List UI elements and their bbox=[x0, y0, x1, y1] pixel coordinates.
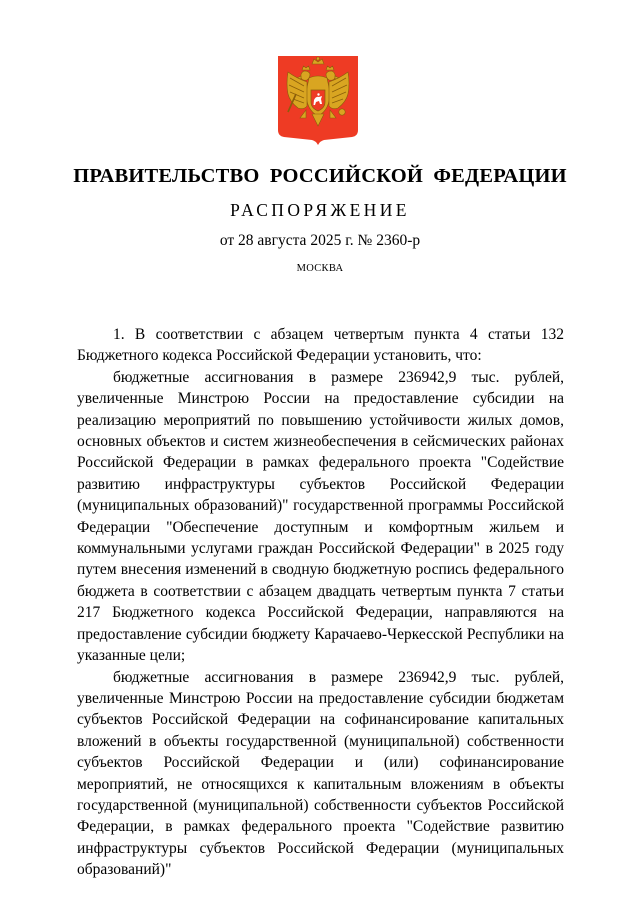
document-body bbox=[77, 324, 564, 881]
paragraph-3: бюджетные ассигнования в размере 236942,9 тыс. рублей, увеличенные Минстрою России на предоставление субсидии бюджетам субъектов Российской Федерации на софинансирование капитальных вложений в объекты государственной (муниципальной) собственности субъектов Российской Федерации и (или) софинансирование мероприятий, не относящихся к капитальным вложениям в объекты государственной (муниципальной) собственности субъектов Российской Федерации, в рамках федерального проекта "Содействие развитию инфраструктуры субъектов Российской Федерации (муниципальных образований)" bbox=[77, 668, 564, 879]
paragraph-2: бюджетные ассигнования в размере 236942,9 тыс. рублей, увеличенные Минстрою России на предоставление субсидии на реализацию мероприятий по повышению устойчивости жилых домов, основных объектов и систем жизнеобеспечения в сейсмических районах Российской Федерации в рамках федерального проекта "Содействие развитию инфраструктуры субъектов Российской Федерации (муниципальных образований)" государственной программы Российской Федерации "Обеспечение доступным и комфортным жильем и коммунальными услугами граждан Российской Федерации" в 2025 году путем внесения изменений в сводную бюджетную роспись федерального бюджета в соответствии с абзацем двадцать четвертым пункта 7 статьи 217 Бюджетного кодекса Российской Федерации, направляются на предоставление субсидии бюджету Карачаево-Черкесской Республики на указанные цели; bbox=[77, 368, 564, 665]
government-title: ПРАВИТЕЛЬСТВО РОССИЙСКОЙ ФЕДЕРАЦИИ bbox=[73, 165, 567, 187]
coat-of-arms-emblem bbox=[276, 56, 360, 145]
document-date-number: от 28 августа 2025 г. № 2360-р bbox=[219, 232, 421, 249]
document-type: РАСПОРЯЖЕНИЕ bbox=[230, 200, 410, 220]
document-city: МОСКВА bbox=[296, 263, 344, 274]
russian-coat-of-arms-icon bbox=[276, 56, 360, 145]
paragraph-1: 1. В соответствии с абзацем четвертым пункта 4 статьи 132 Бюджетного кодекса Российской Федерации установить, что: bbox=[77, 326, 564, 365]
